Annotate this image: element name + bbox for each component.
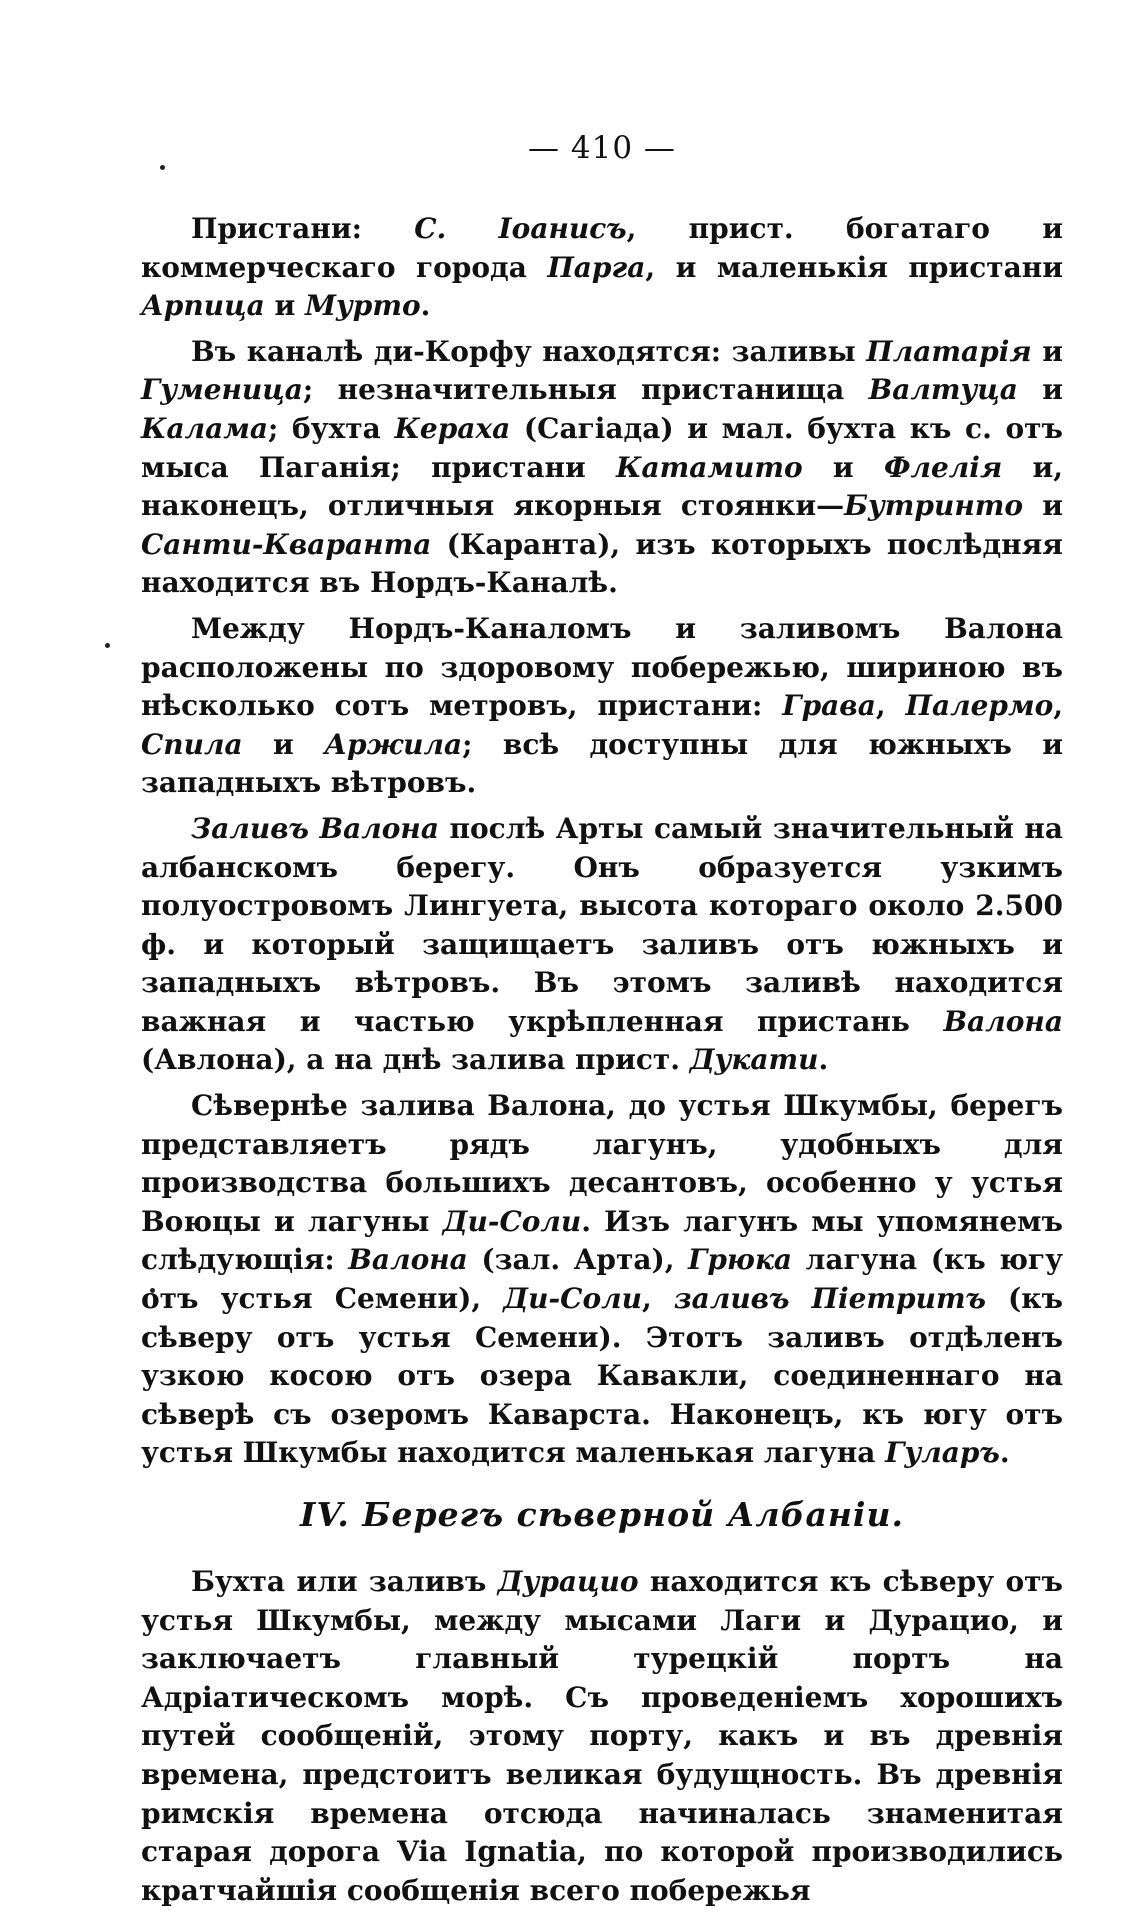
text-run: ; незначительныя пристанища	[302, 373, 869, 407]
text-run: , прист. богатаго и коммерческаго города	[141, 212, 1063, 284]
text-run: (къ сѣверу отъ устья Семени). Этотъ заливъ отдѣленъ узкою косою отъ озера Кавакли, соединеннаго на сѣверѣ съ озеромъ Каварста. Наконецъ, къ югу отъ устья Шкумбы находится маленькая лагуна	[141, 1282, 1064, 1470]
stray-dot-mark	[105, 643, 110, 648]
text-run: Бухта или заливъ	[191, 1565, 498, 1598]
text-run: и	[264, 289, 305, 323]
text-run: лагуна (къ югу отъ устья Семени),	[141, 1243, 1063, 1316]
section-heading: IV. Берегъ сѣверной Албаніи.	[300, 1495, 904, 1534]
page-number: — 410 —	[528, 130, 676, 166]
body-text-bottom	[141, 1563, 1063, 1910]
italic-name-run: Кераха	[394, 411, 511, 445]
text-run: и	[1017, 373, 1063, 407]
text-run: и, наконецъ, отличныя якорныя стоянки—	[141, 450, 1063, 523]
text-run: и	[1031, 334, 1063, 368]
paragraph	[141, 210, 1063, 326]
italic-name-run: Парга	[547, 250, 646, 284]
text-run: Пристани:	[191, 212, 415, 245]
text-run: ; бухта	[268, 411, 395, 445]
text-run: .	[420, 289, 431, 323]
text-run: (Авлона), а на днѣ залива прист.	[141, 1043, 690, 1077]
text-run: и	[802, 450, 884, 484]
italic-name-run: Дукати	[689, 1043, 819, 1077]
italic-name-run: Мурто	[305, 289, 421, 323]
italic-name-run: Аржила	[324, 727, 463, 761]
italic-name-run: Дурацио	[497, 1565, 639, 1598]
text-run: находится къ сѣверу отъ устья Шкумбы, между мысами Лаги и Дурацио, и заключаетъ главный турецкій портъ на Адріатическомъ морѣ. Съ проведеніемъ хорошихъ путей сообщеній, этому порту, какъ и въ древнія времена, предстоитъ великая будущность. Въ древнія римскія времена отсюда начиналась знаменитая старая дорога Via Ignatia, по которой производились кратчайшія сообщенія всего побережья	[141, 1565, 1063, 1907]
book-page	[141, 128, 1063, 1917]
text-run: ,	[641, 1282, 674, 1316]
italic-name-run: Спила	[141, 727, 243, 761]
italic-name-run: Платарія	[866, 334, 1032, 368]
italic-name-run: Калама	[141, 411, 269, 445]
text-run: .	[999, 1436, 1010, 1470]
italic-name-run: Грюка	[688, 1243, 793, 1277]
paragraph	[141, 1087, 1063, 1473]
text-run: , и маленькія пристани	[645, 250, 1063, 284]
text-run: (Каранта), изъ которыхъ послѣдняя находится въ Нордъ-Каналѣ.	[141, 527, 1063, 600]
italic-name-run: Валона	[348, 1243, 468, 1277]
text-run: .	[818, 1043, 829, 1077]
text-run: ,	[875, 689, 906, 723]
italic-name-run: заливъ Піетритъ	[673, 1282, 986, 1316]
text-run: ,	[1053, 689, 1064, 723]
italic-name-run: Валона	[943, 1004, 1063, 1038]
text-run: Между Нордъ-Каналомъ и заливомъ Валона расположены по здоровому побережью, шириною въ нѣсколько сотъ метровъ, пристани:	[141, 611, 1063, 723]
text-run: (зал. Арта),	[467, 1243, 689, 1277]
italic-name-run: Ди-Соли	[442, 1204, 582, 1238]
paragraph	[141, 1563, 1063, 1910]
italic-name-run: Заливъ Валона	[191, 811, 439, 845]
italic-name-run: Грава	[782, 689, 876, 723]
italic-name-run: Валтуца	[868, 373, 1018, 407]
italic-name-run: Санти-Кваранта	[141, 527, 432, 561]
italic-name-run: Гуларъ	[885, 1436, 1000, 1470]
paragraph	[141, 810, 1063, 1080]
body-text-top	[141, 210, 1063, 1473]
italic-name-run: Арпица	[141, 289, 265, 323]
italic-name-run: Гуменица	[141, 373, 303, 407]
text-run: и	[1023, 489, 1063, 523]
text-run: (Сагіада) и мал. бухта къ с. отъ мыса Паганія; пристани	[141, 411, 1063, 484]
italic-name-run: Палермо	[905, 689, 1054, 723]
italic-name-run: Катамито	[616, 450, 803, 484]
paragraph	[141, 610, 1063, 803]
text-run: . Изъ лагунъ мы упомянемъ слѣдующія:	[141, 1204, 1063, 1277]
text-run: Сѣвернѣе залива Валона, до устья Шкумбы, берегъ представляетъ рядъ лагунъ, удобныхъ для производства большихъ десантовъ, особенно у устья Воюцы и лагуны	[141, 1089, 1063, 1238]
text-run: и	[242, 727, 325, 761]
italic-name-run: Бутринто	[844, 489, 1024, 523]
text-run: Въ каналѣ ди-Корфу находятся: заливы	[191, 334, 867, 368]
text-run: ; всѣ доступны для южныхъ и западныхъ вѣтровъ.	[141, 727, 1063, 800]
paragraph	[141, 333, 1063, 603]
text-run: послѣ Арты самый значительный на албанскомъ берегу. Онъ образуется узкимъ полуостровомъ Лингуета, высота котораго около 2.500 ф. и который защищаетъ заливъ отъ южныхъ и западныхъ вѣтровъ. Въ этомъ заливѣ находится важная и частью укрѣпленная пристань	[141, 811, 1063, 1038]
italic-name-run: С. Іоанисъ	[414, 212, 627, 245]
italic-name-run: Ди-Соли	[503, 1282, 642, 1316]
italic-name-run: Флелія	[883, 450, 1003, 484]
